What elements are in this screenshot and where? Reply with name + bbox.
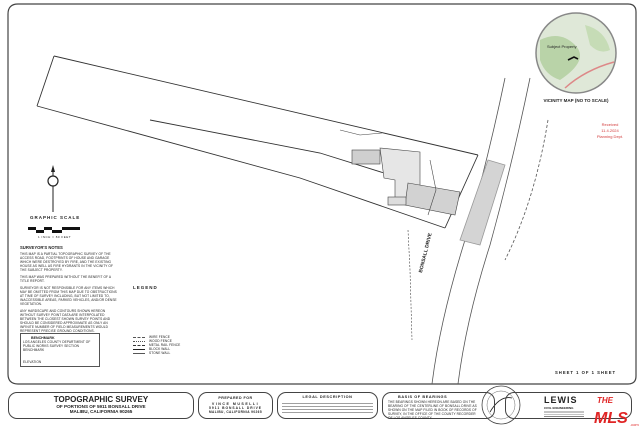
legal-description-block (277, 392, 378, 419)
client-city: MALIBU, CALIFORNIA 90265 (208, 410, 263, 414)
note: THIS MAP WAS PREPARED WITHOUT THE BENEFIT OF A TITLE REPORT. (20, 275, 111, 283)
firm-contact (544, 410, 584, 417)
vicinity-map-caption: VICINITY MAP (NO TO SCALE) (543, 98, 609, 103)
legend-line: WIRE FENCE (133, 335, 193, 339)
graphic-scale-bar (28, 227, 80, 233)
legend-line: WOOD FENCE (133, 339, 193, 343)
prepared-for-title: PREPARED FOR (218, 396, 253, 400)
note: SURVEYOR IS NOT RESPONSIBLE FOR ANY ITEMS WHICH MAY BE OMITTED FROM THIS MAP DUE TO OBSTRUCTIONS AT TIME OF SURVEY INCLUDING, BUT NOT LIMITED TO, INACCESSIBLE AREAS, PARKED VEHICLES, AND/OR DENSE VEGETATION. (20, 286, 117, 306)
road-bonsall-drive (432, 78, 548, 384)
received-stamp (590, 122, 630, 140)
graphic-scale-caption: 1 INCH = 80 FEET (38, 235, 72, 239)
legend-title: LEGEND (133, 285, 158, 290)
road-label: BONSALL DRIVE (418, 232, 434, 274)
north-arrow-icon (48, 165, 58, 212)
benchmark-box (20, 333, 100, 367)
surveyors-notes-title: SURVEYOR'S NOTES (20, 245, 63, 250)
legend-line: METAL RAIL FENCE (133, 343, 193, 347)
survey-subtitle: OF PORTIONS OF 5911 BONSALL DRIVE (56, 404, 146, 409)
mls-logo-the: THE (597, 396, 613, 405)
mls-logo-mls: MLS (594, 410, 628, 427)
survey-title: TOPOGRAPHIC SURVEY (53, 395, 149, 404)
legend-line: BLOCK WALL (133, 347, 193, 351)
note: THIS MAP IS A PARTIAL TOPOGRAPHIC SURVEY OF THE ACCESS ROAD, FOOTPRINTS OF HOUSE AND GARAGE WHICH WERE DESTROYED BY FIRE, AND THE EXISTING HOUSE AS WELL AS FIRE HYDRANTS IN THE VICINITY OF THE SUBJECT PROPERTY. (20, 252, 114, 272)
sheet-number: SHEET 1 OF 1 SHEET (555, 370, 617, 375)
survey-location: MALIBU, CALIFORNIA 90265 (69, 409, 133, 414)
stamp-line: Received (601, 122, 619, 127)
graphic-scale-title: GRAPHIC SCALE (30, 215, 81, 220)
prepared-for-block (198, 392, 273, 419)
mls-logo (593, 395, 639, 427)
client-name: VINCE MUSELLI (211, 402, 260, 406)
benchmark-text: LOS ANGELES COUNTY DEPARTMENT OF PUBLIC WORKS SURVEY SECTION BENCHMARK (23, 340, 91, 352)
legend-line: STONE WALL (133, 351, 193, 355)
note: ANY HARDSCAPE AND CONTOURS SHOWN HEREON WITHOUT SURVEY POINT DATA ARE INTERPOLATED BETWEEN THE CLOSEST SHOWN SURVEY POINTS AND SHOULD BE CONSIDERED APPROXIMATE AS ONLY AN INFINITE NUMBER OF FIELD MEASUREMENTS WOULD REPRESENT PRECISE GROUND CONDITIONS. (20, 309, 111, 333)
firm-logo: LEWIS (544, 395, 578, 405)
structures (340, 130, 460, 340)
legal-description-text (282, 401, 373, 414)
surveyors-notes (20, 245, 120, 333)
stamp-line: Planning Dept. (596, 134, 624, 139)
basis-of-bearings-text: THE BEARINGS SHOWN HEREON ARE BASED ON THE BEARING OF THE CENTERLINE OF BONSALL DRIVE AS SHOWN ON THE MAP FILED IN BOOK OF RECORDS OF SURVEY, IN THE OFFICE OF THE COUNTY RECORDER OF LOS ANGELES COUNTY. (388, 400, 477, 420)
benchmark-elevation: ELEVATION (23, 360, 42, 364)
basis-of-bearings-title: BASIS OF BEARINGS (398, 395, 448, 399)
vicinity-map (536, 13, 616, 93)
subject-property-label: Subject Property (547, 44, 577, 49)
mls-logo-com: .com (630, 422, 639, 427)
firm-subtitle: CIVIL ENGINEERING (544, 406, 574, 410)
stamp-date: 11.4.2024 (601, 128, 619, 133)
legal-description-title: LEGAL DESCRIPTION (302, 395, 353, 399)
legend (133, 285, 193, 355)
title-block (8, 392, 194, 419)
client-address: 5911 BONSALL DRIVE (209, 406, 262, 410)
benchmark-title: BENCHMARK (31, 336, 55, 340)
mls-watermark (593, 395, 639, 427)
basis-of-bearings-block (382, 392, 495, 419)
